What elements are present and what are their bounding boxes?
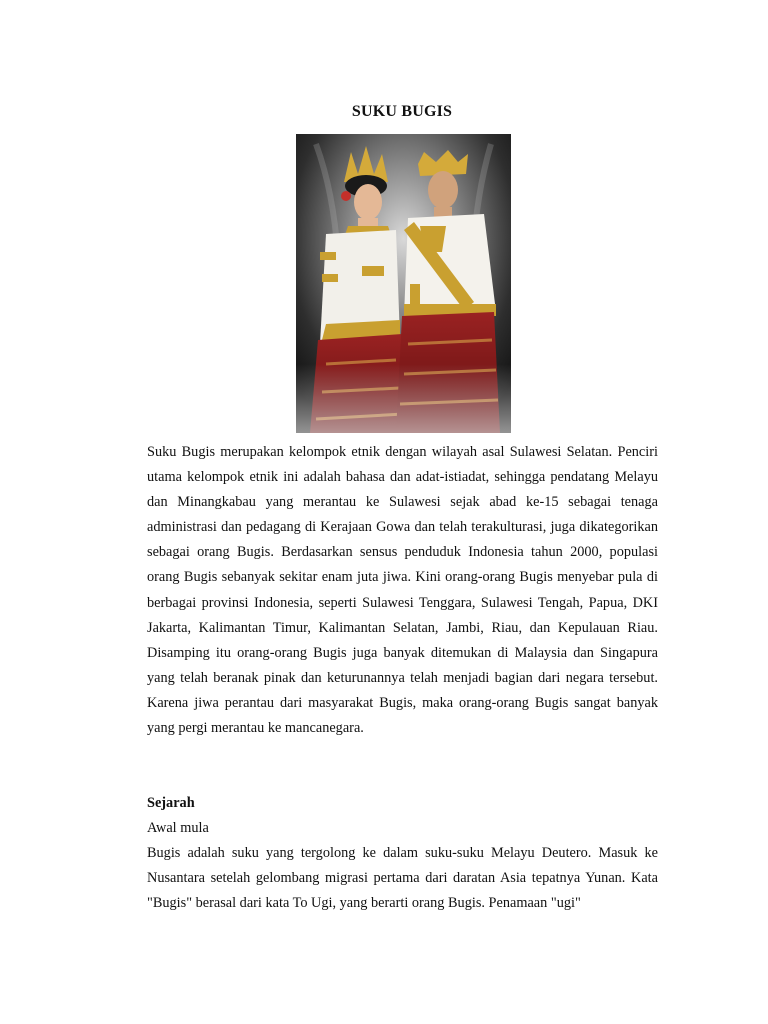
- document-title: SUKU BUGIS: [351, 103, 453, 120]
- history-section: [147, 791, 658, 916]
- history-paragraph: Bugis adalah suku yang tergolong ke dalam suku-suku Melayu Deutero. Masuk ke Nusantara setelah gelombang migrasi pertama dari daratan Asia tepatnya Yunan. Kata "Bugis" berasal dari kata To Ugi, yang berarti orang Bugis. Penamaan "ugi": [147, 845, 658, 912]
- bugis-couple-photo: [296, 134, 511, 433]
- intro-paragraph-block: [147, 440, 658, 741]
- intro-paragraph: Suku Bugis merupakan kelompok etnik dengan wilayah asal Sulawesi Selatan. Penciri utama kelompok etnik ini adalah bahasa dan adat-istiadat, sehingga pendatang Melayu dan Minangkabau yang merantau ke Sulawesi sejak abad ke-15 sebagai tenaga administrasi dan pedagang di Kerajaan Gowa dan telah terakulturasi, juga dikategorikan sebagai orang Bugis. Berdasarkan sensus penduduk Indonesia tahun 2000, populasi orang Bugis sebanyak sekitar enam juta jiwa. Kini orang-orang Bugis menyebar pula di berbagai provinsi Indonesia, seperti Sulawesi Tenggara, Sulawesi Tengah, Papua, DKI Jakarta, Kalimantan Timur, Kalimantan Selatan, Jambi, Riau, dan Kepulauan Riau. Disamping itu orang-orang Bugis juga banyak ditemukan di Malaysia dan Singapura yang telah beranak pinak dan keturunannya telah menjadi bagian dari negara tersebut. Karena jiwa perantau dari masyarakat Bugis, maka orang-orang Bugis sangat banyak yang pergi merantau ke mancanegara.: [147, 444, 658, 737]
- section-subheading-awal-mula: Awal mula: [147, 820, 209, 837]
- section-heading-sejarah: Sejarah: [147, 795, 195, 811]
